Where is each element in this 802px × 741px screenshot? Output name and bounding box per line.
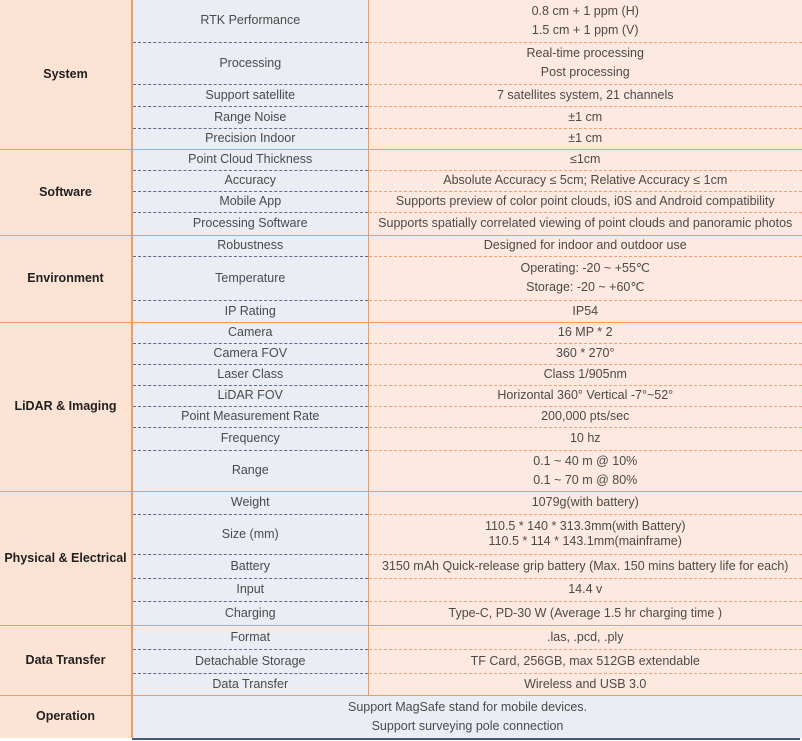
category-operation: Operation xyxy=(0,695,132,738)
param-value: Operating: -20 ~ +55℃ Storage: -20 ~ +60℃ xyxy=(368,256,802,300)
param-value: 14.4 v xyxy=(368,578,802,601)
param-value: 110.5 * 140 * 313.3mm(with Battery) 110.5 * 114 * 143.1mm(mainframe) xyxy=(368,514,802,554)
param-value: Real-time processing Post processing xyxy=(368,42,802,84)
param-label: Robustness xyxy=(132,235,368,256)
bottom-rule xyxy=(132,738,800,740)
category-physical-electrical: Physical & Electrical xyxy=(0,491,132,625)
table-row xyxy=(0,235,802,256)
param-label: Precision Indoor xyxy=(132,128,368,149)
param-label: Battery xyxy=(132,554,368,578)
param-label: Charging xyxy=(132,601,368,625)
param-value: Designed for indoor and outdoor use xyxy=(368,235,802,256)
param-value: 0.8 cm + 1 ppm (H) 1.5 cm + 1 ppm (V) xyxy=(368,0,802,42)
param-label: Laser Class xyxy=(132,364,368,385)
param-value: Type-C, PD-30 W (Average 1.5 hr charging time ) xyxy=(368,601,802,625)
param-value: Supports preview of color point clouds, i0S and Android compatibility xyxy=(368,191,802,212)
param-label: Camera xyxy=(132,322,368,343)
param-value: Supports spatially correlated viewing of point clouds and panoramic photos xyxy=(368,212,802,235)
param-label: Temperature xyxy=(132,256,368,300)
param-value: 1079g(with battery) xyxy=(368,491,802,514)
param-label: RTK Performance xyxy=(132,0,368,42)
param-value: 0.1 ~ 40 m @ 10% 0.1 ~ 70 m @ 80% xyxy=(368,450,802,491)
param-value: IP54 xyxy=(368,300,802,322)
category-environment: Environment xyxy=(0,235,132,322)
table-row xyxy=(0,149,802,170)
param-value: 360 * 270° xyxy=(368,343,802,364)
param-label: Accuracy xyxy=(132,170,368,191)
param-value: ≤1cm xyxy=(368,149,802,170)
param-label: Range Noise xyxy=(132,106,368,128)
param-label: Size (mm) xyxy=(132,514,368,554)
category-lidar-imaging: LiDAR & Imaging xyxy=(0,322,132,491)
param-label: Point Measurement Rate xyxy=(132,406,368,427)
param-label: Mobile App xyxy=(132,191,368,212)
param-value: 10 hz xyxy=(368,427,802,450)
param-value: TF Card, 256GB, max 512GB extendable xyxy=(368,649,802,673)
table-row xyxy=(0,695,802,738)
param-value: 3150 mAh Quick-release grip battery (Max. 150 mins battery life for each) xyxy=(368,554,802,578)
category-data-transfer: Data Transfer xyxy=(0,625,132,695)
param-value: ±1 cm xyxy=(368,106,802,128)
param-label: Weight xyxy=(132,491,368,514)
param-label: Support satellite xyxy=(132,84,368,106)
param-value: Absolute Accuracy ≤ 5cm; Relative Accuracy ≤ 1cm xyxy=(368,170,802,191)
param-label: Camera FOV xyxy=(132,343,368,364)
category-system: System xyxy=(0,0,132,149)
param-value: 16 MP * 2 xyxy=(368,322,802,343)
category-software: Software xyxy=(0,149,132,235)
param-value: .las, .pcd, .ply xyxy=(368,625,802,649)
table-row xyxy=(0,0,802,42)
param-label: IP Rating xyxy=(132,300,368,322)
param-label: Input xyxy=(132,578,368,601)
param-value: 7 satellites system, 21 channels xyxy=(368,84,802,106)
table-row xyxy=(0,625,802,649)
param-label: Detachable Storage xyxy=(132,649,368,673)
param-label: LiDAR FOV xyxy=(132,385,368,406)
param-value: Wireless and USB 3.0 xyxy=(368,673,802,695)
param-label: Frequency xyxy=(132,427,368,450)
param-value: ±1 cm xyxy=(368,128,802,149)
param-label: Processing xyxy=(132,42,368,84)
param-value: Horizontal 360° Vertical -7°~52° xyxy=(368,385,802,406)
table-row xyxy=(0,491,802,514)
param-value: Class 1/905nm xyxy=(368,364,802,385)
table-row xyxy=(0,322,802,343)
param-label: Data Transfer xyxy=(132,673,368,695)
param-label: Range xyxy=(132,450,368,491)
operation-value: Support MagSafe stand for mobile devices. Support surveying pole connection xyxy=(132,695,802,738)
param-label: Processing Software xyxy=(132,212,368,235)
param-value: 200,000 pts/sec xyxy=(368,406,802,427)
param-label: Point Cloud Thickness xyxy=(132,149,368,170)
param-label: Format xyxy=(132,625,368,649)
